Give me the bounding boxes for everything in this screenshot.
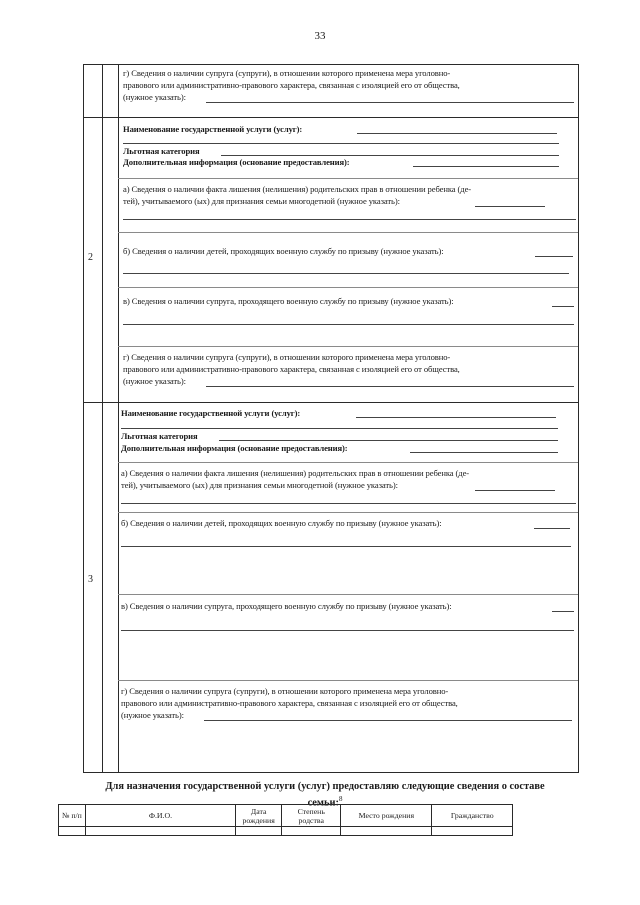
section-2-category-line bbox=[221, 155, 559, 156]
section-2-item-g-line2: правового или административно-правового характера, связанная с изоляцией его от общества, bbox=[123, 364, 460, 374]
section-3-service-name-line2 bbox=[121, 428, 558, 429]
table-inner-column-border bbox=[118, 64, 119, 773]
section-2-item-b: б) Сведения о наличии детей, проходящих военную службу по призыву (нужное указать): bbox=[123, 246, 444, 256]
section-2-service-name: Наименование государственной услуги (услуг): bbox=[123, 124, 303, 134]
section-3-item-b-line2 bbox=[121, 546, 571, 547]
section-3-divider-g bbox=[118, 680, 578, 681]
section-2-divider-a bbox=[118, 178, 578, 179]
section-2-service-name-line bbox=[357, 133, 557, 134]
table-bottom-border bbox=[83, 772, 579, 773]
section-2-item-a-line3 bbox=[123, 219, 576, 220]
section-3-item-v-line2 bbox=[121, 630, 574, 631]
top-item-g-answer-line bbox=[206, 102, 574, 103]
section-2-item-v: в) Сведения о наличии супруга, проходящего военную службу по призыву (нужное указать): bbox=[123, 296, 454, 306]
section-3-item-v: в) Сведения о наличии супруга, проходящего военную службу по призыву (нужное указать): bbox=[121, 601, 452, 611]
footnote-mark: 8 bbox=[338, 795, 343, 803]
section-3-item-g-line2: правового или административно-правового характера, связанная с изоляцией его от общества, bbox=[121, 698, 458, 708]
top-item-g-line2: правового или административно-правового характера, связанная с изоляцией его от общества, bbox=[123, 80, 460, 90]
section-2-divider-g bbox=[118, 346, 578, 347]
section-2-item-b-line2 bbox=[123, 273, 569, 274]
section-3-additional-info-line bbox=[410, 452, 558, 453]
section-3-additional-info: Дополнительная информация (основание предоставления): bbox=[121, 443, 348, 453]
table-cell[interactable] bbox=[432, 827, 513, 836]
section-2-divider-b bbox=[118, 232, 578, 233]
table-cell[interactable] bbox=[59, 827, 86, 836]
table-number-column-border bbox=[102, 64, 103, 773]
section-3-service-name: Наименование государственной услуги (услуг): bbox=[121, 408, 301, 418]
section-2-item-g-line3: (нужное указать): bbox=[123, 376, 186, 386]
section-3-number: 3 bbox=[88, 574, 93, 585]
section-2-item-a-line1: а) Сведения о наличии факта лишения (нелишения) родительских прав в отношении ребенка (де- bbox=[123, 184, 472, 194]
section-3-item-b: б) Сведения о наличии детей, проходящих военную службу по призыву (нужное указать): bbox=[121, 518, 442, 528]
section-2-top-border bbox=[83, 117, 579, 118]
section-2-additional-info: Дополнительная информация (основание предоставления): bbox=[123, 157, 350, 167]
section-2-item-v-answer-line bbox=[552, 306, 574, 307]
section-3-service-name-line bbox=[356, 417, 556, 418]
section-2-item-a-line2: тей), учитываемого (ых) для признания семьи многодетной (нужное указать): bbox=[123, 196, 400, 206]
section-3-item-g-line3: (нужное указать): bbox=[121, 710, 184, 720]
section-3-category: Льготная категория bbox=[121, 431, 198, 441]
section-3-item-g-line1: г) Сведения о наличии супруга (супруги), в отношении которого применена мера уголовно- bbox=[121, 686, 449, 696]
top-item-g-line3: (нужное указать): bbox=[123, 92, 186, 102]
section-3-item-a-answer-line bbox=[475, 490, 555, 491]
table-right-border bbox=[578, 64, 579, 773]
family-table-row bbox=[59, 827, 513, 836]
section-3-divider-b bbox=[118, 512, 578, 513]
family-heading-text: семьи: bbox=[307, 797, 339, 809]
section-2-category: Льготная категория bbox=[123, 146, 200, 156]
section-2-item-a-answer-line bbox=[475, 206, 545, 207]
family-table-header bbox=[59, 805, 513, 827]
section-2-item-b-answer-line bbox=[535, 256, 573, 257]
section-2-item-g-answer-line bbox=[206, 386, 574, 387]
section-3-item-a-line1: а) Сведения о наличии факта лишения (нелишения) родительских прав в отношении ребенка (де- bbox=[121, 468, 470, 478]
section-2-service-name-line2 bbox=[123, 143, 559, 144]
column-citizenship: Гражданство bbox=[432, 805, 513, 827]
section-3-item-a-line3 bbox=[121, 503, 576, 504]
top-item-g-line1: г) Сведения о наличии супруга (супруги), в отношении которого применена мера уголовно- bbox=[123, 68, 451, 78]
column-full-name: Ф.И.О. bbox=[85, 805, 235, 827]
section-2-additional-info-line bbox=[413, 166, 559, 167]
table-cell[interactable] bbox=[341, 827, 432, 836]
section-3-divider-v bbox=[118, 594, 578, 595]
section-2-number: 2 bbox=[88, 252, 93, 263]
section-2-item-v-line2 bbox=[123, 324, 574, 325]
section-3-item-b-answer-line bbox=[534, 528, 570, 529]
table-top-border bbox=[83, 64, 579, 65]
section-2-divider-v bbox=[118, 287, 578, 288]
table-cell[interactable] bbox=[236, 827, 282, 836]
family-heading-line1: Для назначения государственной услуги (услуг) предоставляю следующие сведения о составе bbox=[105, 781, 545, 792]
column-birth-date: Дата рождения bbox=[236, 805, 282, 827]
page-number: 33 bbox=[314, 30, 326, 42]
section-2-item-g-line1: г) Сведения о наличии супруга (супруги), в отношении которого применена мера уголовно- bbox=[123, 352, 451, 362]
section-3-top-border bbox=[83, 402, 579, 403]
column-birth-place: Место рождения bbox=[341, 805, 432, 827]
table-cell[interactable] bbox=[85, 827, 235, 836]
section-3-item-a-line2: тей), учитываемого (ых) для признания семьи многодетной (нужное указать): bbox=[121, 480, 398, 490]
section-3-divider-a bbox=[118, 462, 578, 463]
table-cell[interactable] bbox=[282, 827, 341, 836]
section-3-category-line bbox=[219, 440, 558, 441]
section-3-item-v-answer-line bbox=[552, 611, 574, 612]
table-left-border bbox=[83, 64, 84, 773]
section-3-item-g-answer-line bbox=[204, 720, 572, 721]
column-number: № п/п bbox=[59, 805, 86, 827]
column-relationship: Степень родства bbox=[282, 805, 341, 827]
family-table bbox=[58, 804, 513, 836]
